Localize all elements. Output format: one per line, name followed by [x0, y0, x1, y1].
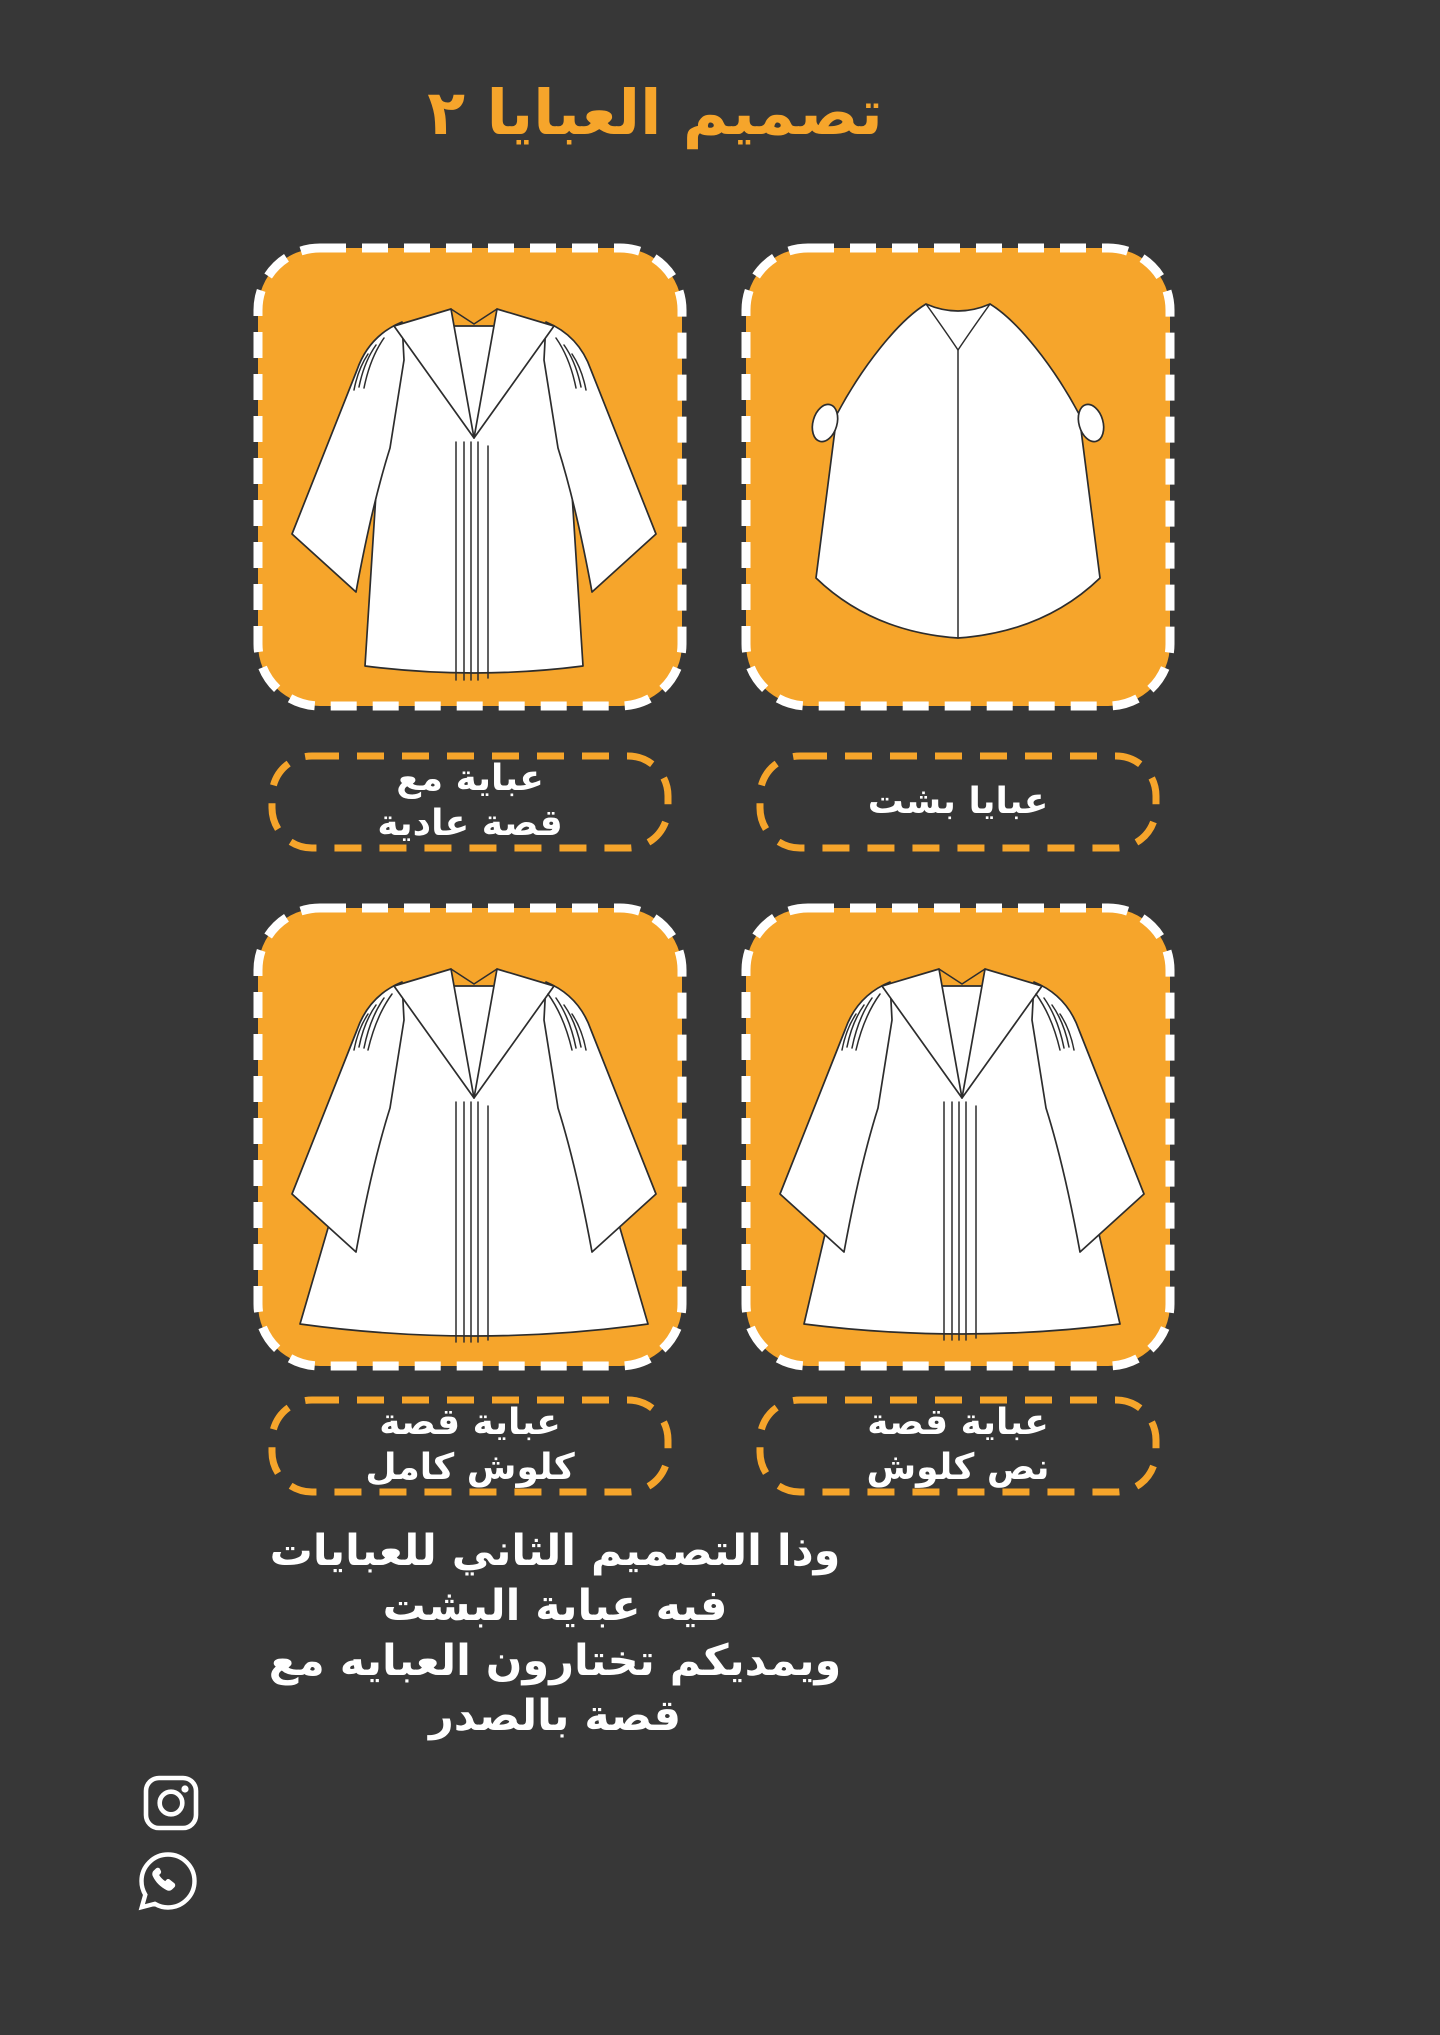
whatsapp-icon [136, 1849, 200, 1913]
label-line: عباية مع [396, 758, 544, 800]
poster-title: تصميم العبايا ٢ [427, 76, 883, 149]
design-card-full-cloche [252, 902, 688, 1372]
label-line: عبايا بشت [867, 780, 1049, 822]
label-half-cloche [756, 1396, 1160, 1496]
label-line: قصة عادية [377, 803, 563, 844]
description-line: فيه عباية البشت [382, 1581, 728, 1632]
label-full-cloche [268, 1396, 672, 1496]
design-card-bisht [740, 242, 1176, 712]
abaya-normal-cut-illustration [252, 242, 688, 712]
description-line: قصة بالصدر [429, 1691, 681, 1742]
description-line: ويمديكم تختارون العبايه مع [268, 1636, 842, 1687]
label-full-cloche-text [268, 1396, 672, 1496]
label-line: نص كلوش [866, 1447, 1050, 1488]
abaya-half-cloche-illustration [740, 902, 1176, 1372]
label-bisht-text [756, 752, 1160, 852]
label-normal-cut-text [268, 752, 672, 852]
label-line: كلوش كامل [365, 1447, 575, 1488]
description-text [175, 1524, 935, 1744]
description-line: وذا التصميم الثاني للعبايات [269, 1526, 841, 1576]
label-normal-cut [268, 752, 672, 852]
label-half-cloche-text [756, 1396, 1160, 1496]
instagram-icon [142, 1774, 200, 1832]
design-card-half-cloche [740, 902, 1176, 1372]
abaya-full-cloche-illustration [252, 902, 688, 1372]
label-line: عباية قصة [867, 1402, 1049, 1444]
design-card-normal-cut [252, 242, 688, 712]
label-bisht [756, 752, 1160, 852]
label-line: عباية قصة [379, 1402, 561, 1444]
bisht-abaya-illustration [740, 242, 1176, 712]
